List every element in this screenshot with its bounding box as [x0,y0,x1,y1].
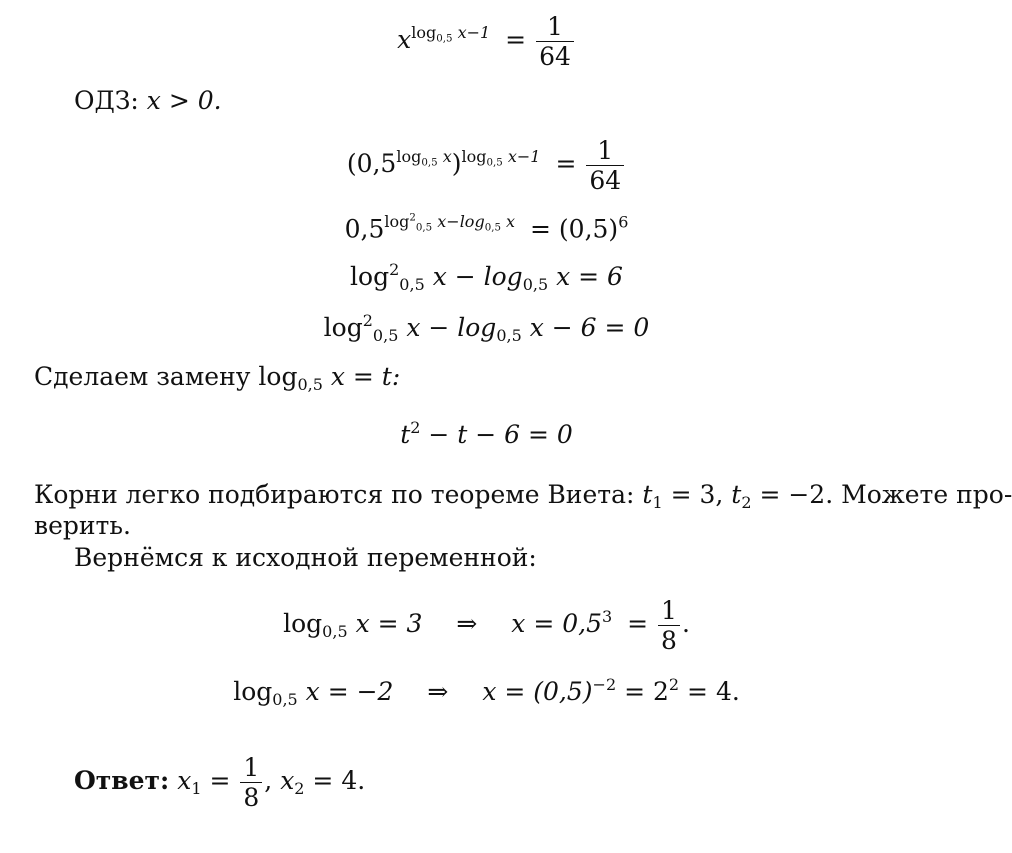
answer-x1-sub: 1 [191,779,202,799]
step1-outer-exp [461,147,541,169]
odz-label: ОДЗ: [74,86,139,115]
eq-main-frac-num: 1 [547,12,563,41]
answer-frac-num: 1 [243,753,260,782]
answer-comma: , [264,766,273,795]
step1-inner-exp [396,147,452,169]
return-line: Вернёмся к исходной переменной: [74,543,537,572]
eq-main-exp-base: 0,5 [436,32,453,45]
step1-outer-tail: x−1 [502,147,541,167]
step4-pow1: 2 [362,311,373,330]
step2-exp-mid: x−log [432,212,485,232]
equation-main [0,14,973,69]
vieta-t1: t [642,480,653,509]
root1-equals: = [627,609,649,638]
odz-condition: x > 0. [146,86,222,115]
step2-exp-pow1: 2 [409,212,416,224]
step2-exponent [384,212,516,234]
root2-base: 0,5 [272,690,298,710]
answer-x2: x [280,766,295,795]
vieta-line-1 [34,482,1012,511]
substitution-text: Сделаем замену [34,362,251,391]
vieta-line-2: верить. [34,511,131,540]
step2-pow: 6 [618,212,629,232]
eq-main-exp-log: log [411,23,437,43]
root-2 [0,677,973,708]
step4-mid: x − log [398,312,497,342]
root1-rhs: x = 0,5 [511,609,602,638]
substitution-tail: x = t: [322,362,401,391]
equation-step-3 [0,262,973,293]
equation-step-4 [0,313,973,344]
answer-fraction [240,755,262,810]
vieta-t1-val: = 3, [662,480,724,509]
step3-base2: 0,5 [522,275,549,295]
quadratic-equation [0,420,973,447]
step1-open: (0,5 [346,149,397,178]
root1-pow: 3 [601,607,613,627]
step2-exp-base1: 0,5 [415,221,433,234]
equation-step-2 [0,212,973,244]
root1-dot: . [681,609,690,638]
vieta-end: Можете про- [841,480,1012,509]
root1-fraction [658,598,680,653]
quadratic-pow: 2 [410,418,421,437]
step1-equals: = [555,149,577,178]
step2-exp-x: x [500,212,516,232]
substitution-log: log [258,362,298,391]
step1-fraction [586,138,624,193]
root-1 [0,598,973,653]
substitution-base: 0,5 [297,375,323,395]
answer-label: Ответ: [74,766,170,795]
eq-main-equals: = [505,25,527,54]
root1-lhs: x = 3 [347,609,423,638]
step2-base: 0,5 [344,214,385,244]
substitution-line [34,364,400,393]
step3-log1: log [350,261,390,291]
step3-mid: x − log [424,261,523,291]
vieta-t2-val: = −2. [751,480,834,509]
root2-lhs: x = −2 [297,676,394,706]
root1-arrow: ⇒ [456,609,478,638]
equation-step-1 [0,138,973,193]
odz-line [74,88,222,113]
step1-frac-den: 64 [586,165,624,193]
root1-frac-den: 8 [658,625,680,653]
answer-x2-val: = 4. [304,766,366,795]
eq-main-frac-den: 64 [536,41,574,69]
step3-tail: x = 6 [548,261,623,291]
step2-exp-base2: 0,5 [484,221,501,234]
root2-rest: = 2 [624,676,669,706]
vieta-t2: t [731,480,742,509]
vieta-text: Корни легко подбираются по теореме Виета: [34,480,635,509]
step4-base2: 0,5 [496,326,522,346]
root2-end: = 4. [687,676,740,706]
step3-base1: 0,5 [399,275,425,295]
eq-main-fraction [536,14,574,69]
quadratic-tail: − t − 6 = 0 [420,419,573,449]
answer-x1: x [177,766,192,795]
step1-outer-log: log [461,147,487,167]
eq-main-base: x [397,25,412,54]
step1-inner-log: log [396,147,422,167]
step1-outer-base: 0,5 [486,156,503,169]
root2-rhs: x = (0,5) [482,676,593,706]
answer-x2-sub: 2 [294,779,305,799]
answer-frac-den: 8 [240,782,262,810]
eq-main-exp-tail: x−1 [452,23,491,43]
step3-pow1: 2 [389,260,400,279]
step4-log1: log [323,312,363,342]
step1-frac-num: 1 [597,136,614,165]
vieta-t2-sub: 2 [741,493,752,513]
root1-log: log [283,609,323,638]
step1-close: ) [451,149,462,178]
step1-inner-x: x [437,147,452,167]
answer-line [74,755,365,810]
vieta-t1-sub: 1 [652,493,663,513]
step1-inner-base: 0,5 [421,156,438,169]
step2-equals: = (0,5) [530,214,619,244]
root2-pow: −2 [592,675,617,694]
root1-base: 0,5 [322,622,348,642]
root1-frac-num: 1 [661,596,677,625]
step4-tail: x − 6 = 0 [521,312,650,342]
root2-log: log [233,676,273,706]
step2-exp-log1: log [384,212,410,232]
root2-arrow: ⇒ [427,676,449,706]
quadratic-t: t [400,419,411,449]
step4-base1: 0,5 [372,326,399,346]
answer-equals: = [209,766,231,795]
root2-pow2: 2 [668,675,680,694]
eq-main-exponent [411,23,491,45]
